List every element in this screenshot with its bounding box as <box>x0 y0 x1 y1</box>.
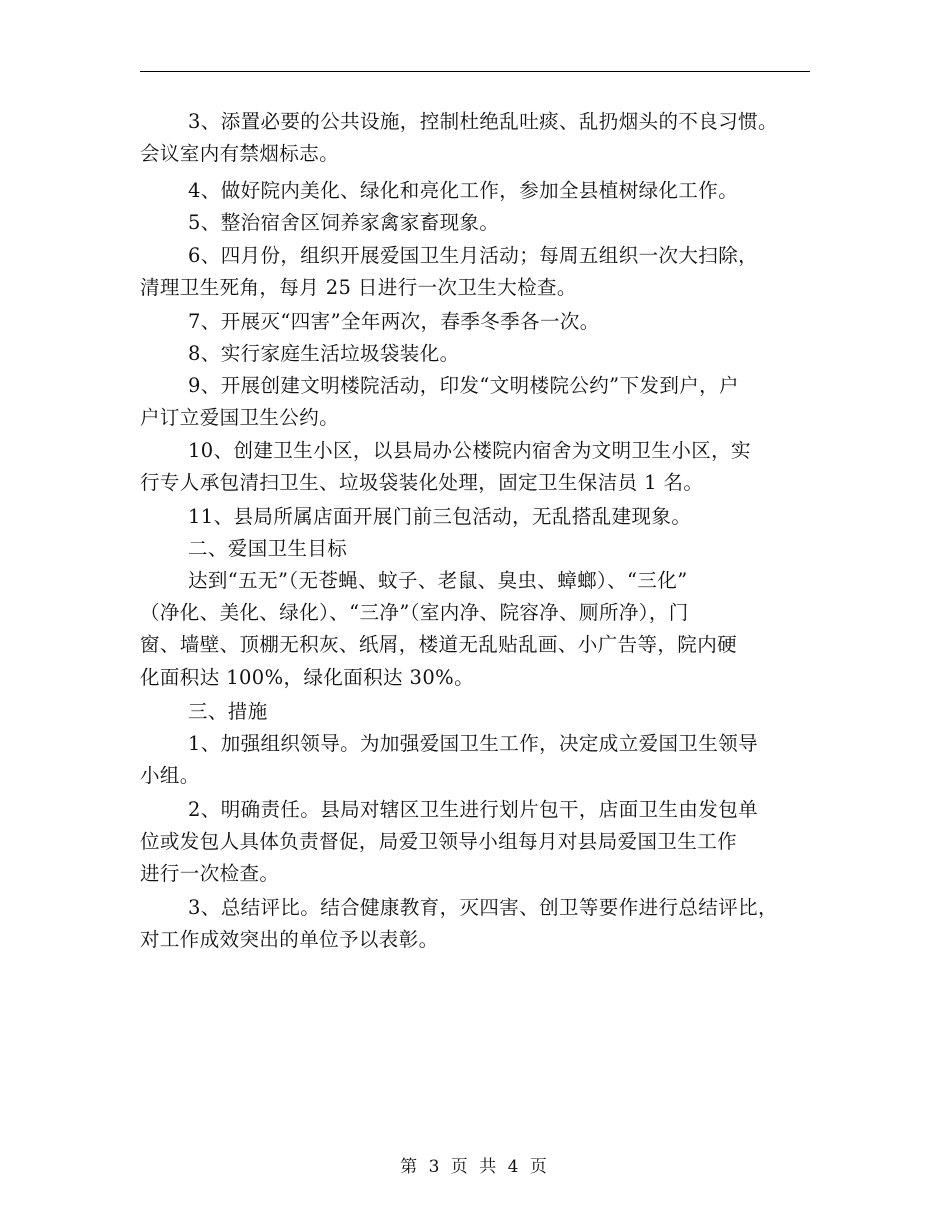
paragraph-line: 4、做好院内美化、绿化和亮化工作，参加全县植树绿化工作。 <box>188 179 739 202</box>
paragraph-line: 会议室内有禁烟标志。 <box>140 142 340 165</box>
paragraph-line: 窗、墙壁、顶棚无积灰、纸屑，楼道无乱贴乱画、小广告等，院内硬 <box>140 633 738 656</box>
paragraph-line: 清理卫生死角，每月 25 日进行一次卫生大检查。 <box>140 276 577 299</box>
section-heading: 二、爱国卫生目标 <box>188 537 348 560</box>
paragraph-line: 位或发包人具体负责督促，局爱卫领导小组每月对县局爱国卫生工作 <box>140 830 738 853</box>
paragraph-line: 10、创建卫生小区，以县局办公楼院内宿舍为文明卫生小区，实 <box>188 439 751 462</box>
paragraph-line: 化面积达 100%，绿化面积达 30%。 <box>140 666 474 689</box>
paragraph-line: 5、整治宿舍区饲养家禽家畜现象。 <box>188 211 500 234</box>
paragraph-line: 7、开展灭“四害”全年两次，春季冬季各一次。 <box>188 310 600 333</box>
section-heading: 三、措施 <box>188 700 268 723</box>
paragraph-line: 6、四月份，组织开展爱国卫生月活动；每周五组织一次大扫除， <box>188 244 759 267</box>
paragraph-line: （净化、美化、绿化）、“三净”（室内净、院容净、厕所净），门 <box>140 601 689 624</box>
paragraph-line: 对工作成效突出的单位予以表彰。 <box>140 928 439 951</box>
page-number: 第 3 页 共 4 页 <box>400 1157 550 1177</box>
paragraph-line: 11、县局所属店面开展门前三包活动，无乱搭乱建现象。 <box>188 505 692 528</box>
paragraph-line: 户订立爱国卫生公约。 <box>140 406 340 429</box>
paragraph-line: 1、加强组织领导。为加强爱国卫生工作，决定成立爱国卫生领导 <box>188 732 759 755</box>
paragraph-line: 达到“五无”（无苍蝇、蚊子、老鼠、臭虫、蟑螂）、“三化” <box>188 569 688 592</box>
paragraph-line: 3、总结评比。结合健康教育，灭四害、创卫等要作进行总结评比， <box>188 896 778 919</box>
paragraph-line: 进行一次检查。 <box>140 862 280 885</box>
paragraph-line: 2、明确责任。县局对辖区卫生进行划片包干，店面卫生由发包单 <box>188 798 759 821</box>
paragraph-line: 9、开展创建文明楼院活动，印发“文明楼院公约”下发到户，户 <box>188 374 739 397</box>
paragraph-line: 行专人承包清扫卫生、垃圾袋装化处理，固定卫生保洁员 1 名。 <box>140 471 704 494</box>
header-rule <box>140 71 810 72</box>
paragraph-line: 8、实行家庭生活垃圾袋装化。 <box>188 342 460 365</box>
paragraph-line: 小组。 <box>140 764 200 787</box>
paragraph-line: 3、添置必要的公共设施，控制杜绝乱吐痰、乱扔烟头的不良习惯。 <box>188 110 778 133</box>
